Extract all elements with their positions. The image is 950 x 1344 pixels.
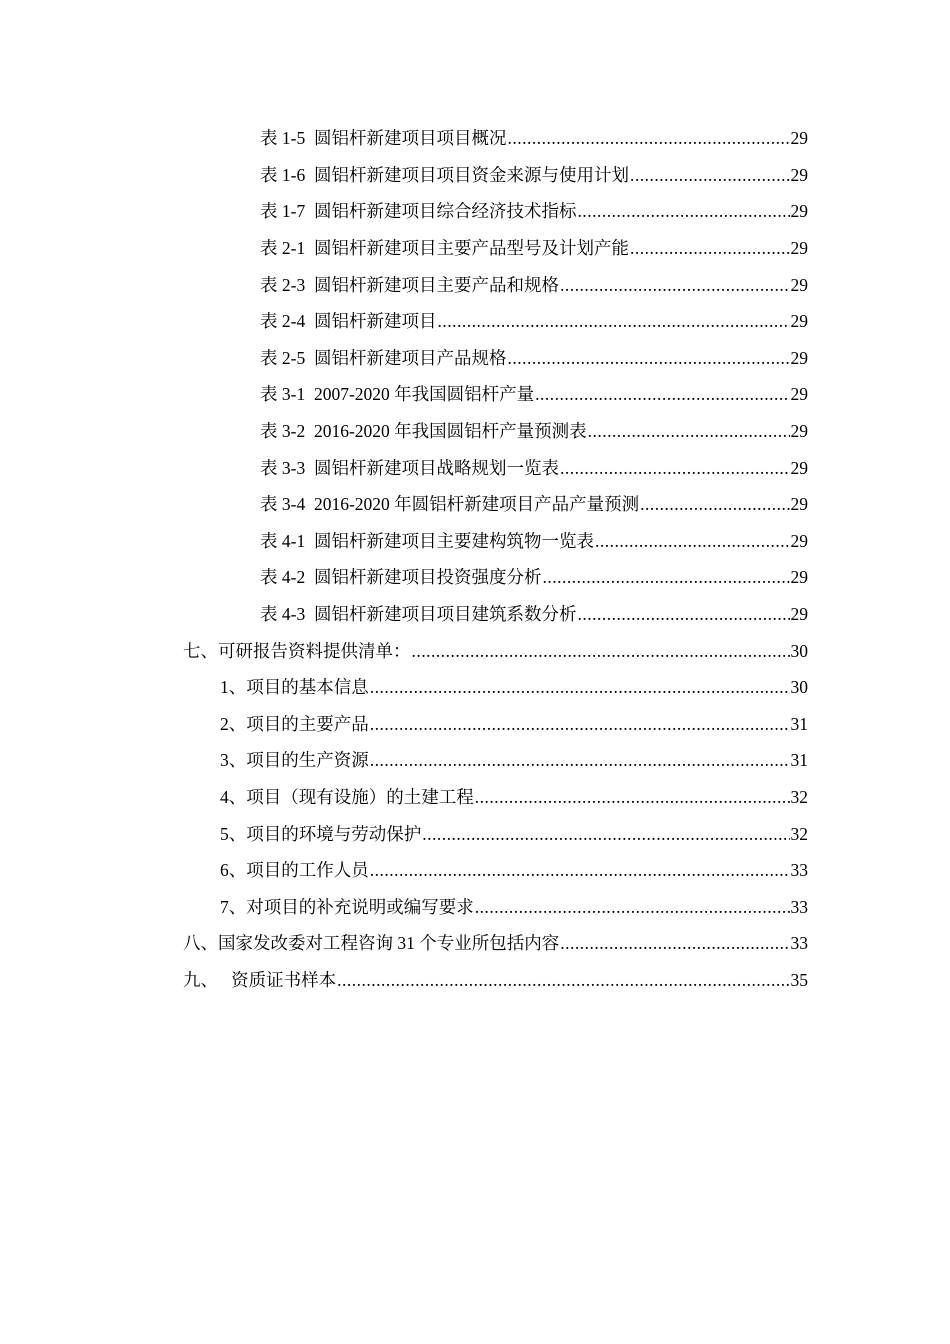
toc-entry-label: 表 3-2 (260, 421, 314, 442)
dot-leader (370, 713, 790, 735)
toc-page-number: 29 (790, 457, 808, 478)
dot-leader (437, 310, 789, 332)
dot-leader (588, 420, 790, 442)
toc-entry[interactable] (0, 193, 950, 230)
dot-leader (577, 603, 789, 625)
dot-leader (630, 237, 790, 259)
dot-leader (577, 200, 789, 222)
toc-page-number: 29 (790, 347, 808, 368)
toc-entry-label: 7、 (220, 896, 247, 917)
dot-leader (422, 823, 789, 845)
toc-entry-label: 七、 (183, 640, 218, 661)
toc-entry-label: 表 4-2 (260, 567, 314, 588)
toc-entry-label: 5、 (220, 823, 247, 844)
toc-entry[interactable] (0, 376, 950, 413)
toc-page-number: 29 (790, 164, 808, 185)
dot-leader (475, 896, 790, 918)
toc-entry-label: 表 3-1 (260, 384, 314, 405)
toc-page-number: 29 (790, 384, 808, 405)
toc-entry[interactable] (0, 742, 950, 779)
toc-entry[interactable] (0, 925, 950, 962)
dot-leader (542, 566, 789, 588)
dot-leader (337, 969, 789, 991)
toc-entry-label: 表 3-4 (260, 494, 314, 515)
toc-entry-title: 圆铝杆新建项目投资强度分析 (313, 567, 542, 588)
toc-page-number: 31 (790, 750, 808, 771)
toc-entry-label: 3、 (220, 750, 247, 771)
toc-entry-title: 资质证书样本 (231, 969, 337, 990)
toc-entry-title: 可研报告资料提供清单： (218, 640, 411, 661)
toc-entry-title: 圆铝杆新建项目主要产品和规格 (313, 274, 559, 295)
toc-page-number: 29 (790, 201, 808, 222)
toc-page-number: 29 (790, 128, 808, 149)
dot-leader (595, 530, 790, 552)
toc-page-number: 29 (790, 238, 808, 259)
table-of-contents (0, 120, 950, 998)
toc-entry-label: 表 2-1 (260, 238, 314, 259)
toc-entry-title: 圆铝杆新建项目战略规划一览表 (313, 457, 559, 478)
toc-entry-title: 项目的环境与劳动保护 (246, 823, 422, 844)
dot-leader (370, 859, 790, 881)
toc-entry-title: 圆铝杆新建项目项目建筑系数分析 (313, 604, 577, 625)
toc-page-number: 29 (790, 530, 808, 551)
dot-leader (630, 164, 790, 186)
toc-page-number: 29 (790, 421, 808, 442)
toc-entry[interactable] (0, 413, 950, 450)
toc-entry[interactable] (0, 852, 950, 889)
toc-page-number: 31 (790, 713, 808, 734)
toc-entry-title: 对项目的补充说明或编写要求 (246, 896, 474, 917)
toc-entry[interactable] (0, 559, 950, 596)
toc-page-number: 29 (790, 274, 808, 295)
toc-entry-label: 表 2-3 (260, 274, 314, 295)
toc-page-number: 29 (790, 567, 808, 588)
toc-page-number: 33 (790, 896, 808, 917)
toc-entry[interactable] (0, 120, 950, 157)
toc-entry-label: 2、 (220, 713, 247, 734)
toc-page-number: 30 (790, 640, 808, 661)
dot-leader (640, 493, 789, 515)
toc-entry-title: 圆铝杆新建项目项目资金来源与使用计划 (313, 164, 629, 185)
toc-entry[interactable] (0, 266, 950, 303)
toc-entry-title: 项目的工作人员 (246, 860, 369, 881)
toc-entry-title: 圆铝杆新建项目产品规格 (313, 347, 507, 368)
toc-entry-label: 表 3-3 (260, 457, 314, 478)
dot-leader (560, 457, 790, 479)
toc-entry[interactable] (0, 486, 950, 523)
toc-entry-title: 国家发改委对工程咨询 31 个专业所包括内容 (218, 933, 560, 954)
dot-leader (370, 676, 790, 698)
toc-entry-label: 表 4-1 (260, 530, 314, 551)
toc-entry-label: 表 1-6 (260, 164, 314, 185)
toc-page-number: 29 (790, 494, 808, 515)
toc-entry-label: 九、 (183, 969, 232, 990)
toc-entry[interactable] (0, 523, 950, 560)
toc-entry-label: 表 1-5 (260, 128, 314, 149)
toc-entry-title: 项目（现有设施）的土建工程 (246, 786, 474, 807)
toc-entry[interactable] (0, 632, 950, 669)
toc-entry[interactable] (0, 815, 950, 852)
toc-entry-title: 圆铝杆新建项目 (313, 311, 437, 332)
toc-entry-title: 项目的主要产品 (246, 713, 369, 734)
dot-leader (535, 383, 789, 405)
toc-entry[interactable] (0, 157, 950, 194)
toc-entry-label: 6、 (220, 860, 247, 881)
toc-entry-title: 圆铝杆新建项目综合经济技术指标 (313, 201, 577, 222)
toc-page-number: 29 (790, 311, 808, 332)
dot-leader (475, 786, 790, 808)
toc-entry[interactable] (0, 669, 950, 706)
toc-entry[interactable] (0, 888, 950, 925)
toc-page-number: 30 (790, 677, 808, 698)
toc-entry-title: 2007-2020 年我国圆铝杆产量 (313, 384, 535, 405)
toc-entry-label: 表 2-5 (260, 347, 314, 368)
toc-entry[interactable] (0, 962, 950, 999)
toc-entry-title: 圆铝杆新建项目项目概况 (313, 128, 507, 149)
toc-entry-title: 项目的生产资源 (246, 750, 369, 771)
toc-entry-label: 4、 (220, 786, 247, 807)
toc-page-number: 33 (790, 933, 808, 954)
toc-entry-title: 2016-2020 年圆铝杆新建项目产品产量预测 (313, 494, 640, 515)
dot-leader (560, 932, 789, 954)
toc-entry[interactable] (0, 303, 950, 340)
toc-page-number: 33 (790, 860, 808, 881)
dot-leader (560, 274, 790, 296)
dot-leader (370, 749, 790, 771)
toc-page-number: 32 (790, 823, 808, 844)
dot-leader (412, 640, 790, 662)
toc-entry[interactable] (0, 596, 950, 633)
toc-entry-title: 项目的基本信息 (246, 677, 369, 698)
toc-entry-title: 2016-2020 年我国圆铝杆产量预测表 (313, 421, 587, 442)
toc-entry-label: 表 4-3 (260, 604, 314, 625)
toc-page-number: 35 (790, 969, 808, 990)
toc-entry[interactable] (0, 449, 950, 486)
toc-entry-label: 八、 (183, 933, 218, 954)
toc-entry-label: 1、 (220, 677, 247, 698)
toc-entry-title: 圆铝杆新建项目主要建构筑物一览表 (313, 530, 594, 551)
toc-entry-label: 表 2-4 (260, 311, 314, 332)
toc-page-number: 29 (790, 604, 808, 625)
toc-entry-label: 表 1-7 (260, 201, 314, 222)
dot-leader (507, 347, 789, 369)
toc-entry-title: 圆铝杆新建项目主要产品型号及计划产能 (313, 238, 629, 259)
toc-entry[interactable] (0, 706, 950, 743)
toc-page-number: 32 (790, 786, 808, 807)
dot-leader (507, 127, 789, 149)
toc-entry[interactable] (0, 340, 950, 377)
toc-entry[interactable] (0, 779, 950, 816)
toc-entry[interactable] (0, 230, 950, 267)
